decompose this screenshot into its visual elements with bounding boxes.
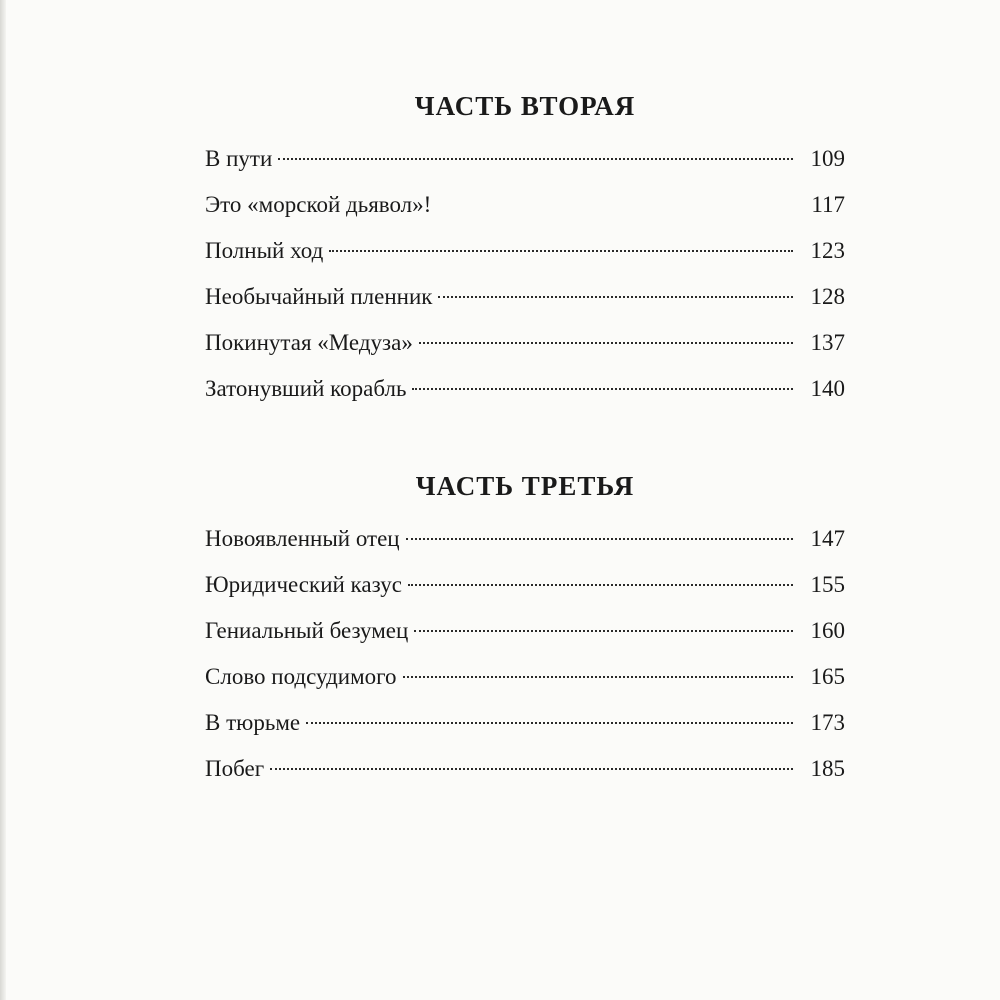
toc-entry [205,608,845,654]
toc-entry-title: Побег [205,756,265,781]
dot-leader [278,158,793,160]
toc-entry-page: 160 [810,618,845,643]
dot-leader [329,250,793,252]
toc-entry-page: 147 [810,526,845,551]
toc-entry-title: Покинутая «Медуза» [205,330,413,355]
page-binding-edge [0,0,6,1000]
toc-entry-page: 137 [810,330,845,355]
dot-leader [408,584,793,586]
toc-entry [205,516,845,562]
dot-leader [437,204,793,206]
toc-entry-title: Необычайный пленник [205,284,433,309]
toc-entry-title: Это «морской дьявол»! [205,192,432,217]
toc-entry [205,274,845,320]
toc-entry-page: 173 [810,710,845,735]
toc-entry [205,366,845,412]
dot-leader [412,388,793,390]
toc-section-part-two [205,86,845,412]
toc-entry [205,562,845,608]
toc-entry-page: 117 [811,192,845,217]
section-heading: ЧАСТЬ ТРЕТЬЯ [415,471,635,501]
table-of-contents [205,86,845,792]
toc-entries [205,516,845,792]
toc-entry-title: Юридический казус [205,572,402,597]
toc-entry [205,228,845,274]
toc-entry [205,136,845,182]
toc-entry-title: Затонувший корабль [205,376,407,401]
toc-entry-page: 123 [810,238,845,263]
toc-entry-page: 109 [810,146,845,171]
toc-entry [205,320,845,366]
toc-entry-title: Гениальный безумец [205,618,409,643]
toc-entry [205,182,845,228]
toc-entry-title: Новоявленный отец [205,526,400,551]
dot-leader [414,630,793,632]
dot-leader [419,342,793,344]
toc-entry-page: 128 [810,284,845,309]
toc-entry-title: Полный ход [205,238,324,263]
toc-entry [205,746,845,792]
section-heading: ЧАСТЬ ВТОРАЯ [414,91,636,121]
dot-leader [438,296,793,298]
toc-entry [205,654,845,700]
toc-entry [205,700,845,746]
toc-entry-page: 165 [810,664,845,689]
toc-entries [205,136,845,412]
toc-entry-page: 155 [810,572,845,597]
dot-leader [406,538,793,540]
toc-section-part-three [205,466,845,792]
dot-leader [306,722,793,724]
toc-entry-title: В тюрьме [205,710,301,735]
dot-leader [270,768,793,770]
toc-entry-page: 140 [810,376,845,401]
dot-leader [403,676,793,678]
toc-entry-title: В пути [205,146,273,171]
toc-entry-title: Слово подсудимого [205,664,397,689]
toc-entry-page: 185 [810,756,845,781]
